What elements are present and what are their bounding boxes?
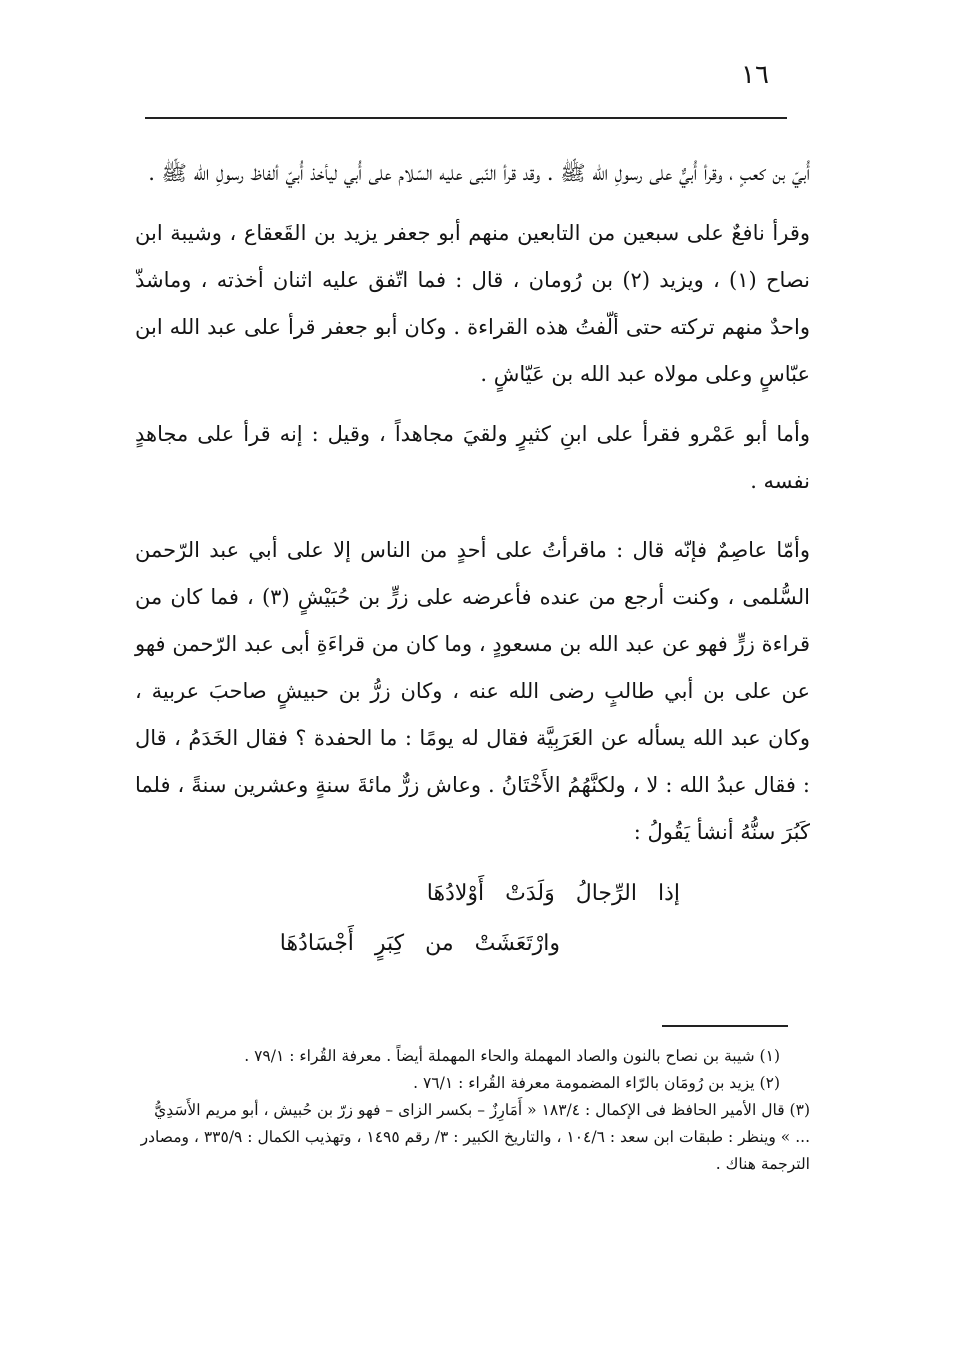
verse-line-1: إذا الرِّجالُ وَلَدَتْ أَوْلادُهَا — [426, 881, 680, 906]
paragraph-abu-amr: وأما أبو عَمْرو فقرأ على ابنِ كثيرٍ ولقيَ مجاهداً ، وقيل : إنه قرأ على مجاهدٍ نفسه . — [135, 422, 810, 493]
footnote-rule — [662, 1025, 788, 1027]
footnote-1: (١) شيبة بن نصاح بالنون والصاد المهملة والحاء المهملة أيضاً . معرفة القُراء : ٧٩/١ . — [244, 1047, 780, 1065]
poem-verse — [135, 869, 810, 969]
paragraph-ubayy: أُبيّ بن كعبٍ ، وقرأ أُبيٌّ على رسولِ الله ﷺ . وقد قرأ النّبى عليه السّلام على أُبي ليأخذ أُبيّ ألفاظ رسولِ الله ﷺ . — [148, 161, 810, 185]
page-number: ١٦ — [741, 60, 769, 90]
verse-line-2: وارْتَعَشَتْ من كِبَرٍ أَجْسَادُهَا — [279, 931, 560, 956]
footnote-3: (٣) قال الأمير الحافظ فى الإكمال : ١٨٣/٤ « أَمَارِزٌ – بكسر الزاى – فهو زرّ بن حُبيش ، أبو مريم الأَسَدِيُّ ... » وينظر : طبقات ابن سعد : ١٠٤/٦ ، والتاريخ الكبير : ٣/ رقم ١٤٩٥ ، وتهذيب الكمال : ٣٣٥/٩ ، ومصادر الترجمة هناك . — [140, 1101, 810, 1173]
paragraph-asim: وأمّا عاصِمٌ فإنّه قال : ماقرأتُ على أحدٍ من الناس إلا على أبي عبد الرّحمن السُّلمى ، وكنت أرجع من عنده فأعرضه على زرٍّ بن حُبَيْشٍ (٣) ، فما كان من قراءة زرٍّ فهو عن عبد الله بن مسعودٍ ، وما كان من قراءَةِ أبى عبد الرّحمن فهو عن على بن أبي طالبٍ رضى الله عنه ، وكان زرُّ بن حبيشٍ صاحبَ عربية ، وكان عبد الله يسأله عن العَرَبِيَّة فقال له يومًا : ما الحفدة ؟ فقال الخَدَمُ ، قال : فقال عبدُ الله : لا ، ولكنَّهُمُ الأَخْتَانُ . وعاش زرٌّ مائةَ سنةٍ وعشرين سنةً ، فلما كَبُرَ سنُّهُ أنشأ يَقُولُ : — [135, 538, 810, 844]
paragraph-nafi: وقرأ نافعٌ على سبعين من التابعين منهم أبو جعفر يزيد بن القَعقاع ، وشيبة ابن نصاح (١) ، ويزيد (٢) بن رُومان ، قال : فما اتّفق عليه اثنان أخذته ، وماشذّ واحدٌ منهم تركته حتى ألّفتُ هذه القراءة . وكان أبو جعفر قرأ على عبد الله ابن عبّاسٍ وعلى مولاه عبد الله بن عَيّاشٍ . — [135, 221, 810, 386]
footnote-2: (٢) يزيد بن رُومَان بالرّاء المضمومة معرفة القُراء : ٧٦/١ . — [413, 1074, 780, 1092]
main-text — [135, 150, 810, 969]
footnotes — [135, 1043, 810, 1178]
header-rule — [145, 117, 787, 119]
